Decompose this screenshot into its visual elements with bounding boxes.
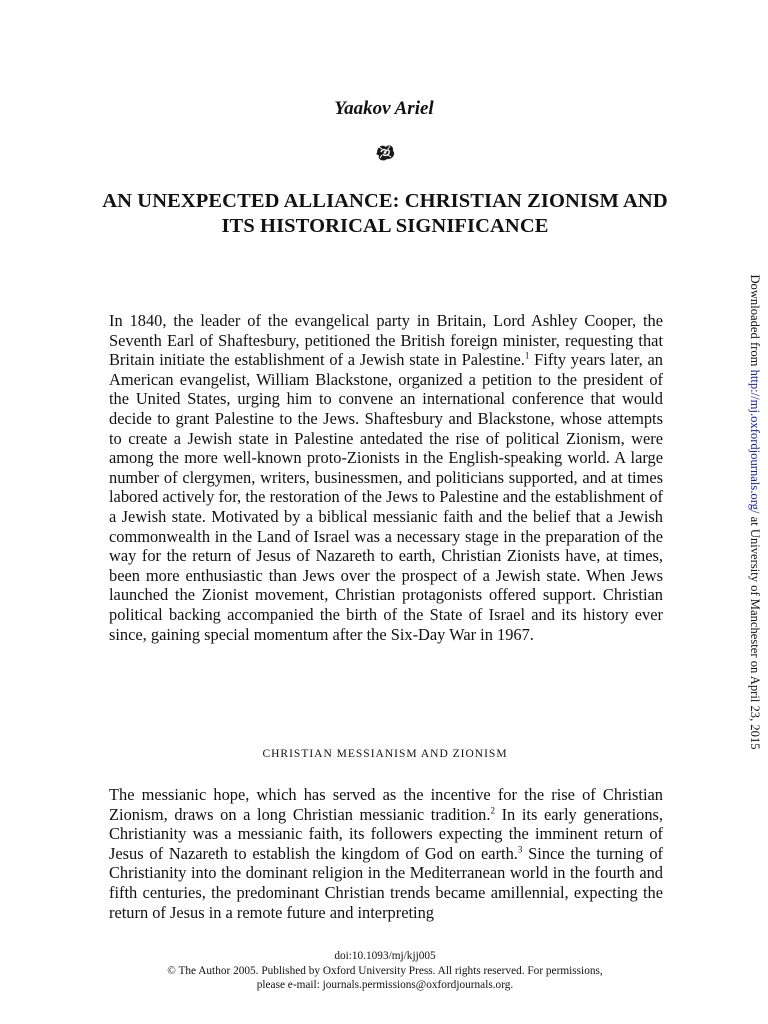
intro-text-end: Fifty years later, an American evangelist, William Blackstone, organized a petition to the president of the United States, urging him to convene an international conference that would decide to grant Palestine to the Jews. Shaftesbury and Blackstone, whose attempts to create a Jewish state in Palestine antedated the rise of political Zionism, were among the more well-known proto-Zionists in the English-speaking world. A large number of clergymen, writers, businessmen, and politicians supported, and at times labored actively for, the restoration of the Jews to Palestine and the establishment of a Jewish state. Motivated by a biblical messianic faith and the belief that a Jewish commonwealth in the Land of Israel was a necessary stage in the preparation of the way for the return of Jesus of Nazareth to earth, Christian Zionists have, at times, been more enthusiastic than Jews over the prospect of a Jewish state. When Jews launched the Zionist movement, Christian protagonists offered support. Christian political backing accompanied the birth of the State of Israel and its history ever since, gaining special momentum after the Six-Day War in 1967. xyxy=(109,350,663,644)
intro-text-start: In 1840, the leader of the evangelical party in Britain, Lord Ashley Cooper, the Seventh Earl of Shaftesbury, petitioned the British foreign minister, requesting that Britain initiate the establishment of a Jewish state in Palestine. xyxy=(109,311,663,370)
section-text-middle: In its early generations, Christianity was a messianic faith, its followers expecting the imminent return of Jesus of Nazareth to establish the kingdom of God on earth. xyxy=(109,804,664,863)
download-prefix: Downloaded from xyxy=(748,274,762,370)
footnote-marker-1[interactable]: 1 xyxy=(524,350,530,361)
doi-line: doi:10.1093/mj/kjj005 xyxy=(334,950,436,962)
footnote-marker-2[interactable]: 2 xyxy=(490,805,495,816)
section-heading: CHRISTIAN MESSIANISM AND ZIONISM xyxy=(262,748,508,760)
page-footer xyxy=(0,949,768,993)
permissions-contact-line: please e-mail: journals.permissions@oxfordjournals.org. xyxy=(256,979,514,992)
section-paragraph xyxy=(109,785,663,922)
footnote-marker-3[interactable]: 3 xyxy=(517,844,523,855)
section-text-start: The messianic hope, which has served as the incentive for the rise of Christian Zionism, draws on a long Christian messianic tradition. xyxy=(109,785,663,824)
download-watermark-text xyxy=(746,272,764,752)
article-title: AN UNEXPECTED ALLIANCE: CHRISTIAN ZIONISM AND ITS HISTORICAL SIGNIFICANCE xyxy=(102,190,668,237)
journal-link[interactable]: http://mj.oxfordjournals.org/ xyxy=(748,369,762,514)
author-name: Yaakov Ariel xyxy=(334,98,434,119)
section-text-end: Since the turning of Christianity into the dominant religion in the Mediterranean world in the fourth and fifth centuries, the predominant Christian trends became amillennial, expecting the return of Jesus in a remote future and interpreting xyxy=(109,843,663,922)
download-watermark xyxy=(745,268,765,758)
copyright-line: © The Author 2005. Published by Oxford University Press. All rights reserved. For permissions, xyxy=(167,964,603,977)
download-suffix: at University of Manchester on April 23, 2015 xyxy=(748,513,762,750)
fleuron-ornament-icon xyxy=(374,141,396,163)
intro-paragraph xyxy=(109,311,663,644)
